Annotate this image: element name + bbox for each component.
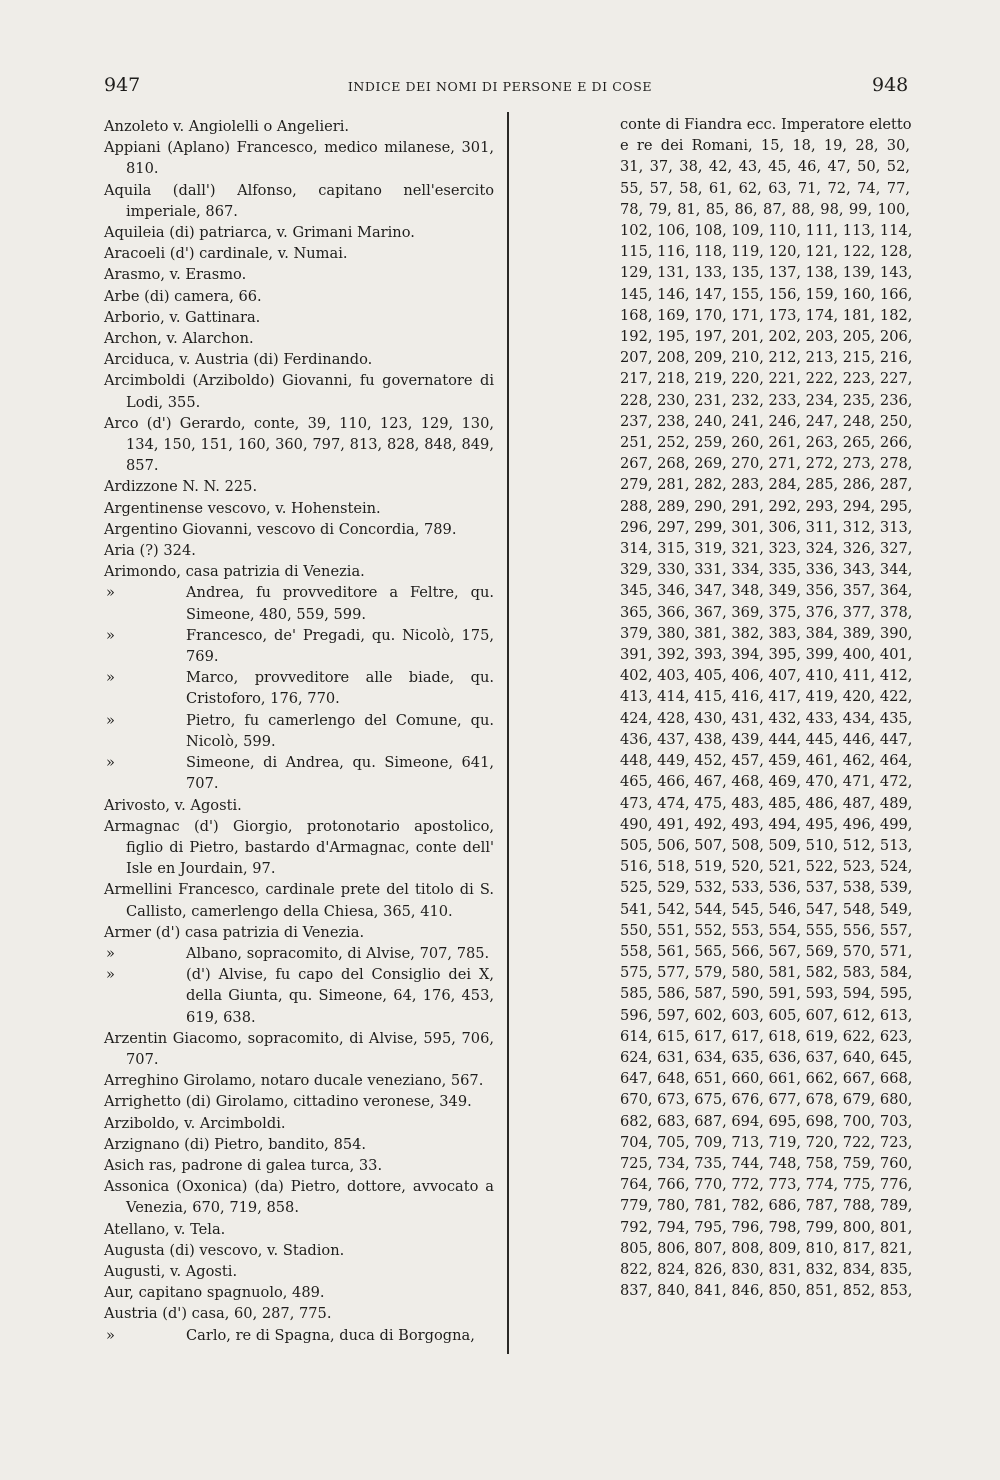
- index-entry: [104, 561, 494, 582]
- index-entry: [104, 222, 494, 243]
- continuation-line: 413, 414, 415, 416, 417, 419, 420, 422,: [620, 688, 913, 706]
- continuation-line: 558, 561, 565, 566, 567, 569, 570, 571,: [620, 942, 913, 960]
- entry-text: Asich ras, padrone di galea turca, 33.: [104, 1156, 383, 1174]
- entry-text: Albano, sopracomito, di Alvise, 707, 785.: [186, 944, 490, 962]
- index-entry: [104, 1028, 494, 1070]
- continuation-line: 473, 474, 475, 483, 485, 486, 487, 489,: [620, 794, 913, 812]
- index-entry: [104, 137, 494, 179]
- continuation-line: 596, 597, 602, 603, 605, 607, 612, 613,: [620, 1006, 913, 1024]
- continuation-line: 55, 57, 58, 61, 62, 63, 71, 72, 74, 77,: [620, 179, 910, 197]
- index-entry: [104, 498, 494, 519]
- index-entry: [104, 243, 494, 264]
- index-entry: [104, 1219, 494, 1240]
- continuation-line: 207, 208, 209, 210, 212, 213, 215, 216,: [620, 349, 913, 367]
- continuation-line: 424, 428, 430, 431, 432, 433, 434, 435,: [620, 709, 913, 727]
- left-index-column: [104, 116, 494, 1346]
- continuation-line: 822, 824, 826, 830, 831, 832, 834, 835,: [620, 1260, 913, 1278]
- entry-text: Arzignano (di) Pietro, bandito, 854.: [104, 1135, 367, 1153]
- index-entry: [104, 413, 494, 477]
- running-title: INDICE DEI NOMI DI PERSONE E DI COSE: [347, 79, 653, 94]
- entry-text: Arciduca, v. Austria (di) Ferdinando.: [104, 351, 373, 369]
- continuation-line: 490, 491, 492, 493, 494, 495, 496, 499,: [620, 815, 913, 833]
- entry-text: Argentino Giovanni, vescovo di Concordia, 789.: [104, 520, 457, 538]
- continuation-line: 647, 648, 651, 660, 661, 662, 667, 668,: [620, 1070, 913, 1088]
- entry-text: Arborio, v. Gattinara.: [104, 308, 261, 326]
- ditto-mark: »: [106, 754, 115, 772]
- continuation-line: 670, 673, 675, 676, 677, 678, 679, 680,: [620, 1091, 913, 1109]
- entry-text: Atellano, v. Tela.: [104, 1220, 226, 1238]
- continuation-line: 402, 403, 405, 406, 407, 410, 411, 412,: [620, 667, 913, 685]
- entry-text: Aracoeli (d') cardinale, v. Numai.: [104, 245, 348, 263]
- continuation-line: 704, 705, 709, 713, 719, 720, 722, 723,: [620, 1133, 913, 1151]
- continuation-line: 624, 631, 634, 635, 636, 637, 640, 645,: [620, 1048, 913, 1066]
- index-entry: [104, 1303, 494, 1324]
- index-entry: [104, 540, 494, 561]
- continuation-line: 805, 806, 807, 808, 809, 810, 817, 821,: [620, 1239, 913, 1257]
- continuation-line: 792, 794, 795, 796, 798, 799, 800, 801,: [620, 1218, 913, 1236]
- continuation-line: 129, 131, 133, 135, 137, 138, 139, 143,: [620, 264, 913, 282]
- index-entry: [104, 519, 494, 540]
- entry-text: Simeone, di Andrea, qu. Simeone, 641, 707.: [186, 754, 494, 793]
- entry-text: Pietro, fu camerlengo del Comune, qu. Nicolò, 599.: [186, 711, 494, 750]
- index-subentry: [104, 752, 494, 794]
- continuation-line: 267, 268, 269, 270, 271, 272, 273, 278,: [620, 455, 913, 473]
- entry-text: Aquileia (di) patriarca, v. Grimani Marino.: [104, 224, 415, 242]
- index-entry: [104, 116, 494, 137]
- ditto-mark: »: [106, 711, 115, 729]
- entry-text: Andrea, fu provveditore a Feltre, qu. Simeone, 480, 559, 599.: [186, 584, 494, 623]
- continuation-line: 329, 330, 331, 334, 335, 336, 343, 344,: [620, 561, 913, 579]
- entry-text: Archon, v. Alarchon.: [104, 330, 254, 348]
- entry-text: Arreghino Girolamo, notaro ducale veneziano, 567.: [104, 1072, 484, 1090]
- index-subentry: [104, 964, 494, 1028]
- index-entry: [104, 879, 494, 921]
- continuation-line: 217, 218, 219, 220, 221, 222, 223, 227,: [620, 370, 913, 388]
- entry-text: Arivosto, v. Agosti.: [104, 796, 242, 814]
- continuation-line: e re dei Romani, 15, 18, 19, 28, 30,: [620, 137, 910, 155]
- index-entry: [104, 370, 494, 412]
- index-entry: [104, 1134, 494, 1155]
- ditto-mark: »: [106, 1326, 115, 1344]
- entry-text: Armellini Francesco, cardinale prete del titolo di S. Callisto, camerlengo della Chiesa, 365, 410.: [104, 881, 494, 920]
- entry-text: Argentinense vescovo, v. Hohenstein.: [104, 499, 381, 517]
- continuation-line: 575, 577, 579, 580, 581, 582, 583, 584,: [620, 964, 913, 982]
- index-entry: [104, 1070, 494, 1091]
- continuation-line: conte di Fiandra ecc. Imperatore eletto: [620, 116, 912, 133]
- continuation-line: 614, 615, 617, 617, 618, 619, 622, 623,: [620, 1027, 913, 1045]
- index-entry: [104, 286, 494, 307]
- entry-text: Augusta (di) vescovo, v. Stadion.: [104, 1241, 345, 1259]
- continuation-line: 192, 195, 197, 201, 202, 203, 205, 206,: [620, 328, 913, 346]
- continuation-line: 237, 238, 240, 241, 246, 247, 248, 250,: [620, 412, 913, 430]
- continuation-line: 296, 297, 299, 301, 306, 311, 312, 313,: [620, 518, 913, 536]
- entry-text: Arasmo, v. Erasmo.: [104, 266, 247, 284]
- continuation-line: 525, 529, 532, 533, 536, 537, 538, 539,: [620, 879, 913, 897]
- right-page-number: 948: [872, 74, 909, 96]
- continuation-line: 31, 37, 38, 42, 43, 45, 46, 47, 50, 52,: [620, 158, 910, 176]
- continuation-line: 345, 346, 347, 348, 349, 356, 357, 364,: [620, 582, 913, 600]
- column-divider: [507, 112, 509, 1354]
- index-entry: [104, 476, 494, 497]
- continuation-line: 516, 518, 519, 520, 521, 522, 523, 524,: [620, 858, 913, 876]
- continuation-line: 145, 146, 147, 155, 156, 159, 160, 166,: [620, 285, 913, 303]
- continuation-line: 288, 289, 290, 291, 292, 293, 294, 295,: [620, 497, 913, 515]
- entry-text: Marco, provveditore alle biade, qu. Cristoforo, 176, 770.: [186, 669, 494, 708]
- index-entry: [104, 1282, 494, 1303]
- entry-text: Arzentin Giacomo, sopracomito, di Alvise, 595, 706, 707.: [104, 1029, 494, 1068]
- continuation-line: 550, 551, 552, 553, 554, 555, 556, 557,: [620, 921, 913, 939]
- index-entry: [104, 1091, 494, 1112]
- ditto-mark: »: [106, 584, 115, 602]
- continuation-line: 436, 437, 438, 439, 444, 445, 446, 447,: [620, 730, 913, 748]
- entry-text: Arimondo, casa patrizia di Venezia.: [104, 563, 365, 581]
- index-subentry: [104, 667, 494, 709]
- entry-text: Armagnac (d') Giorgio, protonotario apostolico, figlio di Pietro, bastardo d'Armagnac, conte dell' Isle en Jourdain, 97.: [104, 817, 494, 878]
- continuation-line: 115, 116, 118, 119, 120, 121, 122, 128,: [620, 243, 913, 261]
- continuation-line: 448, 449, 452, 457, 459, 461, 462, 464,: [620, 752, 913, 770]
- ditto-mark: »: [106, 966, 115, 984]
- continuation-line: 314, 315, 319, 321, 323, 324, 326, 327,: [620, 540, 913, 558]
- continuation-line: 465, 466, 467, 468, 469, 470, 471, 472,: [620, 773, 913, 791]
- index-subentry: [104, 625, 494, 667]
- entry-text: Aria (?) 324.: [104, 542, 196, 560]
- entry-text: Augusti, v. Agosti.: [104, 1262, 238, 1280]
- continuation-line: 365, 366, 367, 369, 375, 376, 377, 378,: [620, 603, 913, 621]
- continuation-line: 251, 252, 259, 260, 261, 263, 265, 266,: [620, 434, 913, 452]
- entry-text: Appiani (Aplano) Francesco, medico milanese, 301, 810.: [104, 139, 494, 178]
- index-entry: [104, 795, 494, 816]
- index-entry: [104, 1261, 494, 1282]
- entry-text: Arbe (di) camera, 66.: [104, 287, 262, 305]
- index-subentry: [104, 1325, 494, 1346]
- entry-text: (d') Alvise, fu capo del Consiglio dei X, della Giunta, qu. Simeone, 64, 176, 453, 619, 638.: [186, 966, 494, 1026]
- index-subentry: [104, 710, 494, 752]
- continuation-line: 379, 380, 381, 382, 383, 384, 389, 390,: [620, 624, 913, 642]
- entry-text: Carlo, re di Spagna, duca di Borgogna,: [186, 1326, 475, 1344]
- index-entry: [104, 307, 494, 328]
- ditto-mark: »: [106, 944, 115, 962]
- left-page-number: 947: [104, 74, 141, 96]
- entry-text: Austria (d') casa, 60, 287, 775.: [104, 1305, 332, 1323]
- entry-text: Francesco, de' Pregadi, qu. Nicolò, 175, 769.: [186, 626, 494, 666]
- continuation-line: 168, 169, 170, 171, 173, 174, 181, 182,: [620, 306, 913, 324]
- entry-text: Arco (d') Gerardo, conte, 39, 110, 123, 129, 130, 134, 150, 151, 160, 360, 797, 813, 828, 848, 849, 857.: [104, 414, 494, 475]
- right-index-column: [620, 114, 913, 1301]
- index-entry: [104, 180, 494, 222]
- index-entry: [104, 1113, 494, 1134]
- continuation-line: 505, 506, 507, 508, 509, 510, 512, 513,: [620, 836, 913, 854]
- entry-text: Assonica (Oxonica) (da) Pietro, dottore, avvocato a Venezia, 670, 719, 858.: [104, 1178, 494, 1217]
- index-entry: [104, 1240, 494, 1261]
- entry-text: Armer (d') casa patrizia di Venezia.: [104, 923, 365, 941]
- index-entry: [104, 816, 494, 880]
- entry-text: Aquila (dall') Alfonso, capitano nell'esercito imperiale, 867.: [104, 181, 494, 220]
- continuation-line: 279, 281, 282, 283, 284, 285, 286, 287,: [620, 476, 913, 494]
- index-entry: [104, 922, 494, 943]
- entry-text: Arcimboldi (Arziboldo) Giovanni, fu governatore di Lodi, 355.: [104, 372, 494, 411]
- continuation-line: 779, 780, 781, 782, 686, 787, 788, 789,: [620, 1197, 913, 1215]
- continuation-line: 391, 392, 393, 394, 395, 399, 400, 401,: [620, 646, 913, 664]
- continuation-line: 228, 230, 231, 232, 233, 234, 235, 236,: [620, 391, 913, 409]
- index-subentry: [104, 943, 494, 964]
- entry-text: Ardizzone N. N. 225.: [104, 478, 258, 496]
- ditto-mark: »: [106, 626, 115, 644]
- index-entry: [104, 328, 494, 349]
- index-entry: [104, 1176, 494, 1218]
- ditto-mark: »: [106, 669, 115, 687]
- continuation-line: 682, 683, 687, 694, 695, 698, 700, 703,: [620, 1112, 913, 1130]
- entry-text: Arziboldo, v. Arcimboldi.: [104, 1114, 286, 1132]
- entry-text: Aur, capitano spagnuolo, 489.: [104, 1284, 325, 1302]
- entry-text: Anzoleto v. Angiolelli o Angelieri.: [104, 118, 350, 135]
- continuation-line: 837, 840, 841, 846, 850, 851, 852, 853,: [620, 1282, 913, 1300]
- index-entry: [104, 264, 494, 285]
- continuation-line: 725, 734, 735, 744, 748, 758, 759, 760,: [620, 1154, 913, 1172]
- continuation-line: 585, 586, 587, 590, 591, 593, 594, 595,: [620, 985, 913, 1003]
- page-header: [0, 74, 1000, 104]
- index-entry: [104, 1155, 494, 1176]
- entry-text: Arrighetto (di) Girolamo, cittadino veronese, 349.: [104, 1093, 472, 1111]
- continuation-line: 78, 79, 81, 85, 86, 87, 88, 98, 99, 100,: [620, 200, 910, 218]
- index-entry: [104, 349, 494, 370]
- continuation-line: 102, 106, 108, 109, 110, 111, 113, 114,: [620, 222, 913, 240]
- index-subentry: [104, 582, 494, 624]
- continuation-line: 541, 542, 544, 545, 546, 547, 548, 549,: [620, 900, 913, 918]
- continuation-line: 764, 766, 770, 772, 773, 774, 775, 776,: [620, 1176, 913, 1194]
